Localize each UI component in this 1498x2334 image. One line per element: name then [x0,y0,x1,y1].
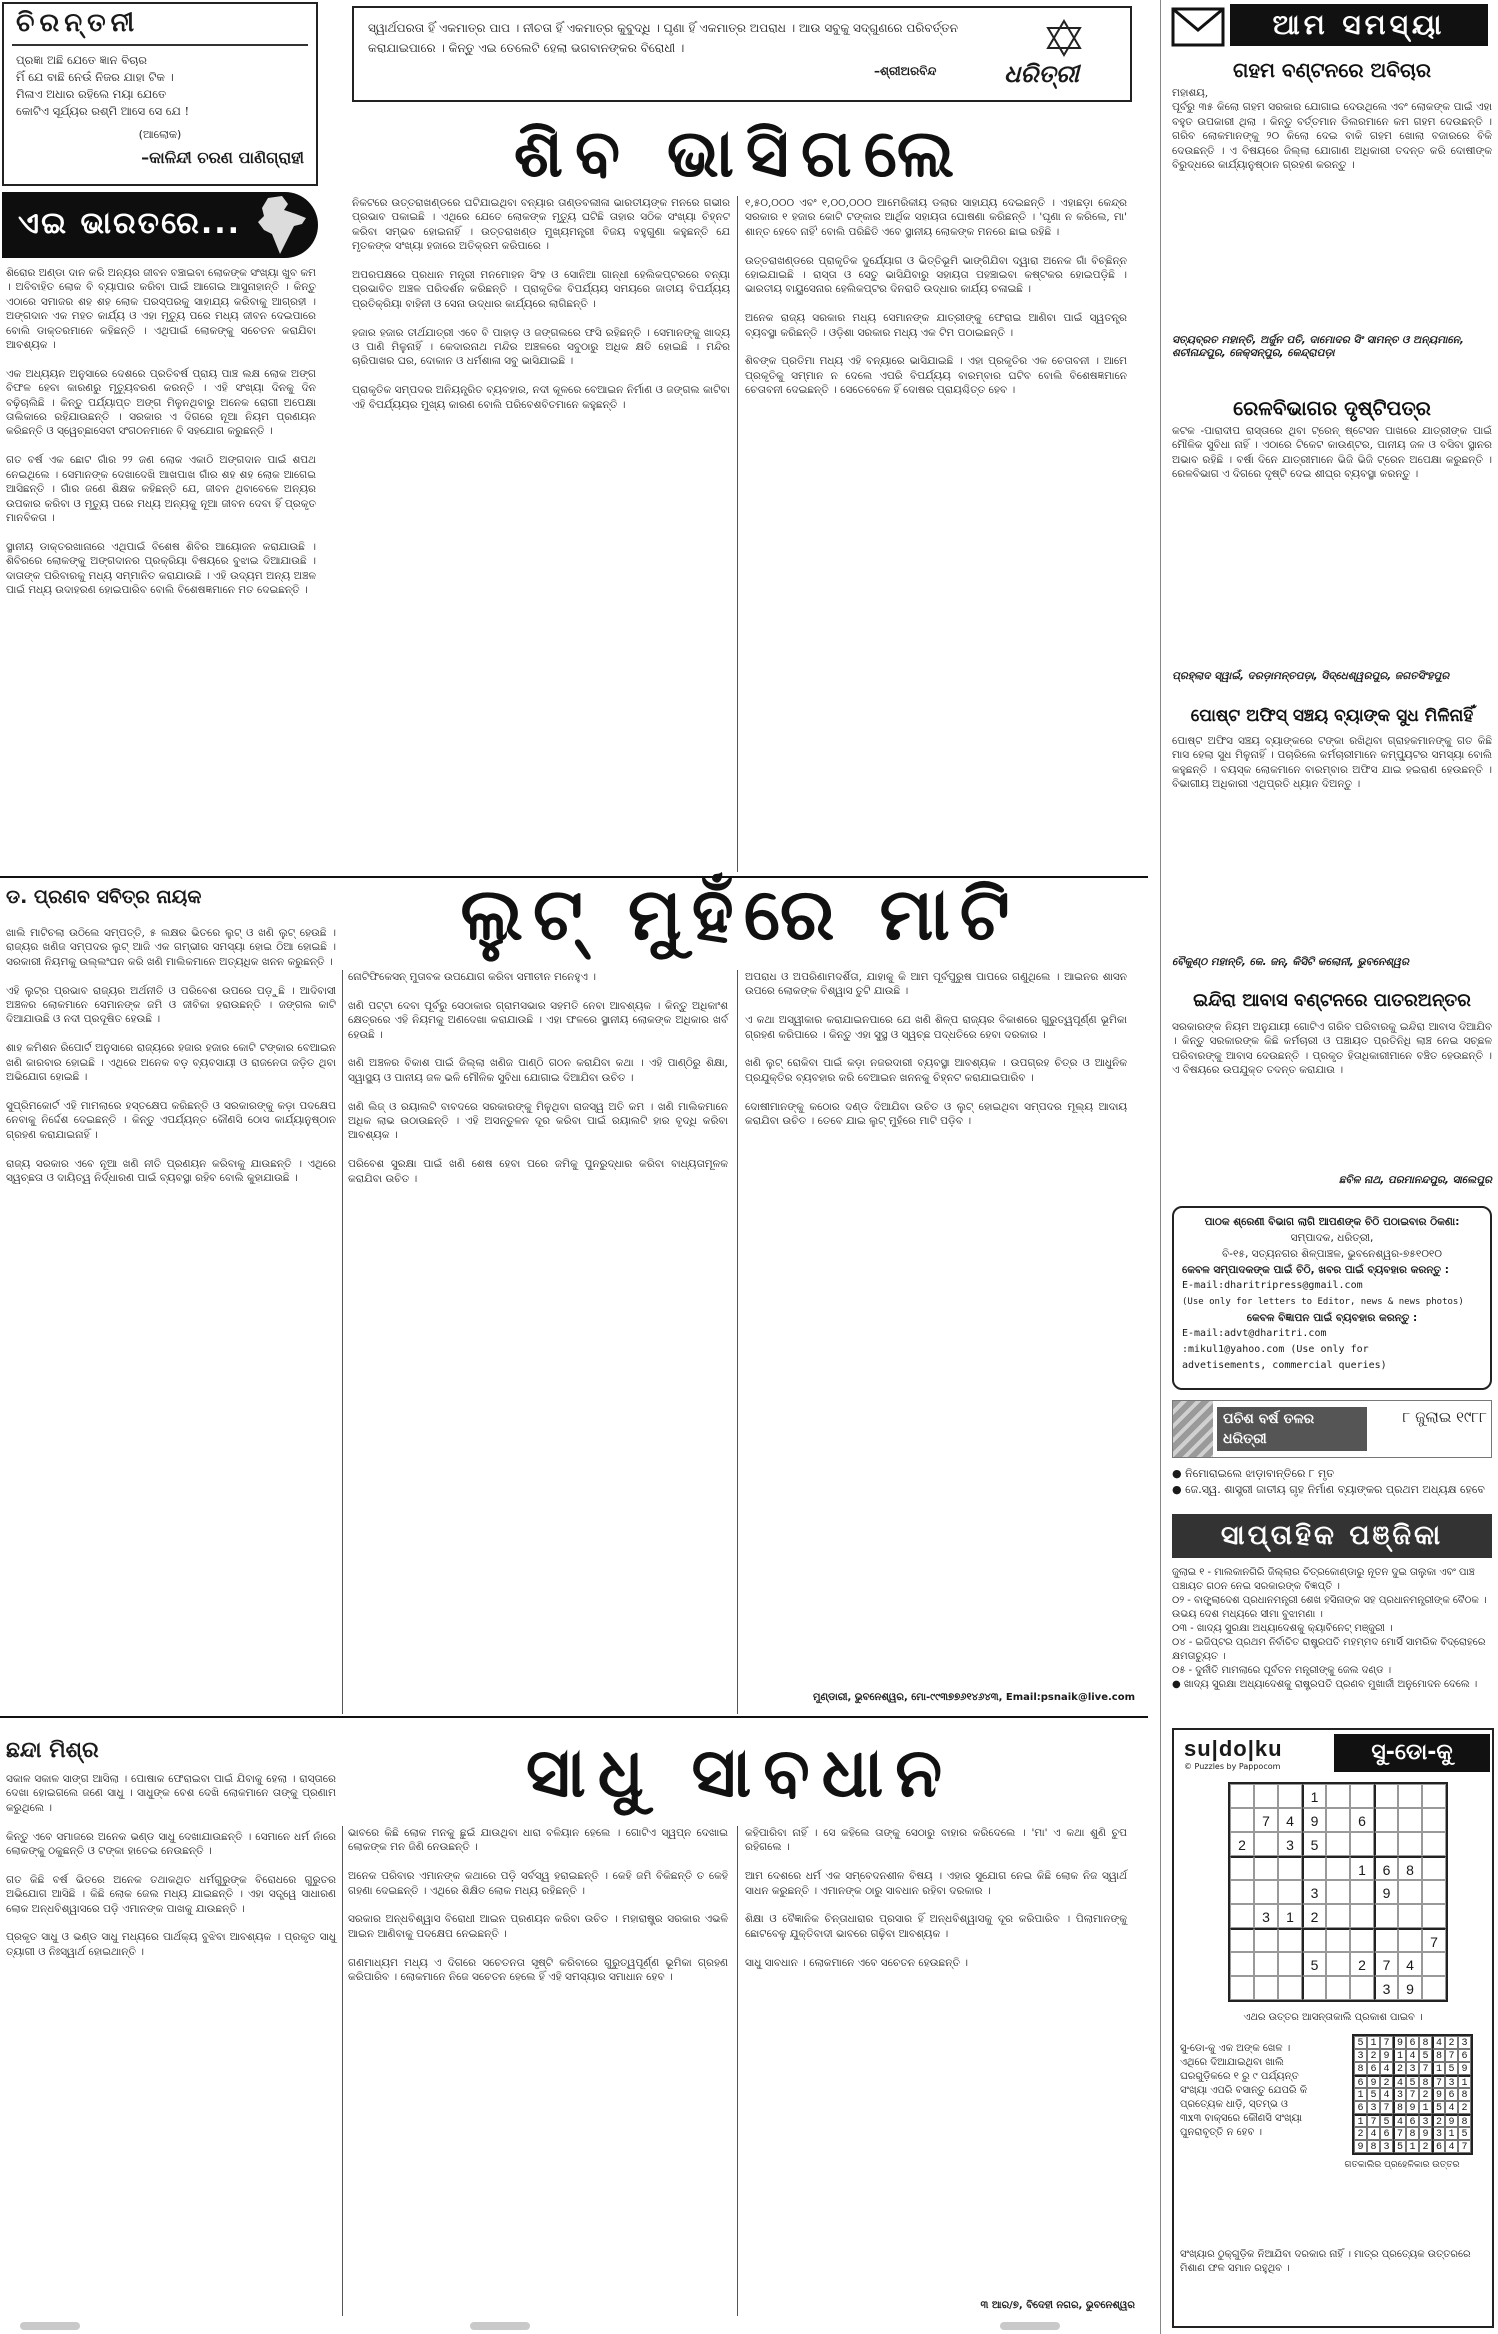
sudoku-solution-cell: 5 [1393,2140,1406,2153]
sudoku-solution-cell: 3 [1367,2101,1380,2114]
loot-col-2: ନୋଟିଫିକେସନ୍ ମୁତାବକ ଉପଯୋଗ କରିବା ସମୀଚୀନ ମନେହୁଏ । ଖଣି ପଟ୍ଟା ଦେବା ପୂର୍ବରୁ ସେଠାକାର ଗ୍ରାମସଭାର ସହମତି ନେବା ଆବଶ୍ୟକ । କିନ୍ତୁ ଅଧିକାଂଶ କ୍ଷେତ୍ରରେ ଏହି ନିୟମକୁ ଅଣଦେଖା କରାଯାଉଛି । ଏହା ଫଳରେ ସ୍ଥାନୀୟ ଲୋକଙ୍କ ଅଧିକାର ଖର୍ବ ହେଉଛି । ଖଣି ଅଞ୍ଚଳର ବିକାଶ ପାଇଁ ଜିଲ୍ଲା ଖଣିଜ ପାଣ୍ଠି ଗଠନ କରାଯିବା କଥା । ଏହି ପାଣ୍ଠିରୁ ଶିକ୍ଷା, ସ୍ୱାସ୍ଥ୍ୟ ଓ ପାନୀୟ ଜଳ ଭଳି ମୌଳିକ ସୁବିଧା ଯୋଗାଇ ଦିଆଯିବା ଉଚିତ । ଖଣି ଲିଜ୍ ଓ ରୟାଲଟି ବାବଦରେ ସରକାରଙ୍କୁ ମିଳୁଥିବା ରାଜସ୍ୱ ଅତି କମ । ଖଣି ମାଲିକମାନେ ଅଧିକ ଲାଭ ଉଠାଉଛନ୍ତି । ଏହି ଅସନ୍ତୁଳନ ଦୂର କରିବା ପାଇଁ ରୟାଲଟି ହାର ବୃଦ୍ଧି କରିବା ଆବଶ୍ୟକ । ପରିବେଶ ସୁରକ୍ଷା ପାଇଁ ଖଣି ଶେଷ ହେବା ପରେ ଜମିକୁ ପୁନରୁଦ୍ଧାର କରିବା ବାଧ୍ୟତାମୂଳକ କରାଯିବା ଉଚିତ । [348,971,728,1185]
sudoku-cell[interactable]: 1 [1350,1856,1374,1880]
sudoku-cell[interactable]: 2 [1350,1952,1374,1976]
sudoku-cell[interactable] [1278,1928,1302,1952]
sudoku-cell[interactable] [1422,1856,1446,1880]
letter-4-title: ଇନ୍ଦିରା ଆବାସ ବଣ୍ଟନରେ ପାତରଅନ୍ତର [1193,990,1471,1011]
sadhu-headline: ସାଧୁ ସାବଧାନ [525,1734,955,1813]
contact-box [1172,1206,1492,1390]
sudoku-solution-cell: 4 [1445,2101,1458,2114]
sudoku-solution-cell: 9 [1367,2075,1380,2088]
sudoku-cell[interactable] [1374,1904,1398,1928]
sudoku-solution-cell: 7 [1367,2114,1380,2127]
sudoku-solution-cell: 5 [1406,2075,1419,2088]
anniversary-list [1172,1466,1492,1498]
sudoku-title: ସୁ-ଡୋ-କୁ [1334,1734,1490,1772]
sudoku-solution-cell: 7 [1393,2127,1406,2140]
right-column-rule [1160,0,1161,2334]
sudoku-solution-cell: 6 [1406,2036,1419,2049]
sudoku-cell[interactable] [1278,1856,1302,1880]
sudoku-solution-cell: 2 [1393,2062,1406,2075]
sudoku-cell[interactable]: 7 [1422,1928,1446,1952]
sudoku-solution-cell: 2 [1419,2088,1432,2101]
sudoku-cell[interactable] [1254,1784,1278,1808]
sudoku-cell[interactable] [1326,1784,1350,1808]
sudoku-solution-cell: 2 [1445,2036,1458,2049]
sudoku-cell[interactable]: 9 [1398,1976,1422,2000]
sudoku-solution-cell: 6 [1432,2140,1445,2153]
sudoku-solution-cell: 5 [1380,2114,1393,2127]
sudoku-cell[interactable] [1230,1952,1254,1976]
sudoku-cell[interactable] [1326,1928,1350,1952]
letter-2-title: ରେଳବିଭାଗର ଦୃଷ୍ଟିପତ୍ର [1233,396,1431,420]
sudoku-cell[interactable] [1398,1832,1422,1856]
sudoku-cell[interactable] [1422,1952,1446,1976]
sudoku-cell[interactable] [1374,1784,1398,1808]
list-item: ୦୨ - ବାଙ୍ଗ୍ଲାଦେଶ ପ୍ରଧାନମନ୍ତ୍ରୀ ଶେଖ ହସିନାଙ୍କ ସହ ପ୍ରଧାନମନ୍ତ୍ରୀଙ୍କ ବୈଠକ । ଉଭୟ ଦେଶ ମଧ୍ୟରେ ସୀମା ବୁଝାମଣା । [1172,1595,1487,1620]
sudoku-cell[interactable] [1230,1880,1254,1904]
sudoku-cell[interactable] [1326,1832,1350,1856]
sudoku-solution-cell: 1 [1432,2062,1445,2075]
sudoku-cell[interactable] [1254,1928,1278,1952]
loot-col-3: ଅପରାଧ ଓ ଅପରିଣାମଦର୍ଶିତା, ଯାହାକୁ କି ଆମ ପୂର୍ବପୁରୁଷ ପାପରେ ଗଣୁଥିଲେ । ଆଇନର ଶାସନ ଉପରେ ଲୋକଙ୍କ ବିଶ୍ୱାସ ତୁଟି ଯାଉଛି । ଏ କଥା ଅସ୍ୱୀକାର କରାଯାଇନପାରେ ଯେ ଖଣି ଶିଳ୍ପ ରାଜ୍ୟର ବିକାଶରେ ଗୁରୁତ୍ୱପୂର୍ଣ୍ଣ ଭୂମିକା ଗ୍ରହଣ କରିପାରେ । କିନ୍ତୁ ଏହା ସୁସ୍ଥ ଓ ସ୍ୱଚ୍ଛ ପଦ୍ଧତିରେ ହେବା ଦରକାର । ଖଣି ଲୁଟ୍ ରୋକିବା ପାଇଁ କଡ଼ା ନଜରଦାରୀ ବ୍ୟବସ୍ଥା ଆବଶ୍ୟକ । ଉପଗ୍ରହ ଚିତ୍ର ଓ ଆଧୁନିକ ପ୍ରଯୁକ୍ତିର ବ୍ୟବହାର କରି ବେଆଇନ ଖନନକୁ ଚିହ୍ନଟ କରାଯାଇପାରିବ । ଦୋଷୀମାନଙ୍କୁ କଠୋର ଦଣ୍ଡ ଦିଆଯିବା ଉଚିତ ଓ ଲୁଟ୍ ହୋଇଥିବା ସମ୍ପଦର ମୂଲ୍ୟ ଆଦାୟ କରାଯିବା ଉଚିତ । ତେବେ ଯାଇ ଲୁଟ୍ ମୁହଁରେ ମାଟି ପଡ଼ିବ । [745,971,1127,1128]
sudoku-cell[interactable] [1422,1808,1446,1832]
sadhu-col-3: କହିପାରିବା ନାହିଁ । ସେ କହିଲେ ତାଙ୍କୁ ସେଠାରୁ ବାହାର କରିଦେଲେ । 'ମା' ଏ କଥା ଶୁଣି ଚୁପ ରହିଗଲେ । ଆମ ଦେଶରେ ଧର୍ମ ଏକ ସମ୍ବେଦନଶୀଳ ବିଷୟ । ଏହାର ସୁଯୋଗ ନେଇ କିଛି ଲୋକ ନିଜ ସ୍ୱାର୍ଥ ସାଧନ କରୁଛନ୍ତି । ଏମାନଙ୍କ ଠାରୁ ସାବଧାନ ରହିବା ଦରକାର । ଶିକ୍ଷା ଓ ବୈଜ୍ଞାନିକ ଚିନ୍ତାଧାରାର ପ୍ରସାର ହିଁ ଅନ୍ଧବିଶ୍ୱାସକୁ ଦୂର କରିପାରିବ । ପିଲାମାନଙ୍କୁ ଛୋଟବେଳୁ ଯୁକ୍ତିବାଦୀ ଭାବରେ ଗଢ଼ିବା ଆବଶ୍ୟକ । ସାଧୁ ସାବଧାନ । ଲୋକମାନେ ଏବେ ସଚେତନ ହେଉଛନ୍ତି । [745,1827,1127,1969]
loot-col-1: ଖାଲି ମାଟିଚଲା ଉଠିଲେ ସମ୍ପତ୍ତି, ୫ ଲକ୍ଷର ଭିତରେ ଲୁଟ୍ ଓ ଖଣି ଲୁଟ୍ ହେଉଛି । ରାଜ୍ୟର ଖଣିଜ ସମ୍ପଦର ଲୁଟ୍ ଆଜି ଏକ ଗମ୍ଭୀର ସମସ୍ୟା ହୋଇ ଠିଆ ହୋଇଛି । ସରକାରୀ ନିୟମକୁ ଉଲ୍ଲଂଘନ କରି ଖଣି ମାଲିକମାନେ ଅତ୍ୟଧିକ ଖନନ କରୁଛନ୍ତି । ଏହି ଲୁଟ୍‌ର ପ୍ରଭାବ ରାଜ୍ୟର ଅର୍ଥନୀତି ଓ ପରିବେଶ ଉପରେ ପଡ଼ୁଛି । ଆଦିବାସୀ ଅଞ୍ଚଳର ଲୋକମାନେ ସେମାନଙ୍କ ଜମି ଓ ଜୀବିକା ହରାଉଛନ୍ତି । ଜଙ୍ଗଲ କାଟି ଦିଆଯାଉଛି ଓ ନଦୀ ପ୍ରଦୂଷିତ ହେଉଛି । ଶାହ କମିଶନ ରିପୋର୍ଟ ଅନୁସାରେ ରାଜ୍ୟରେ ହଜାର ହଜାର କୋଟି ଟଙ୍କାର ବେଆଇନ ଖଣି କାରବାର ହୋଇଛି । ଏଥିରେ ଅନେକ ବଡ଼ ବ୍ୟବସାୟୀ ଓ ରାଜନେତା ଜଡ଼ିତ ଥିବା ଅଭିଯୋଗ ହୋଇଛି । ସୁପ୍ରିମକୋର୍ଟ ଏହି ମାମଲାରେ ହସ୍ତକ୍ଷେପ କରିଛନ୍ତି ଓ ସରକାରଙ୍କୁ କଡ଼ା ପଦକ୍ଷେପ ନେବାକୁ ନିର୍ଦ୍ଦେଶ ଦେଇଛନ୍ତି । କିନ୍ତୁ ଏପର୍ଯ୍ୟନ୍ତ କୌଣସି ଠୋସ କାର୍ଯ୍ୟାନୁଷ୍ଠାନ ଗ୍ରହଣ କରାଯାଇନାହିଁ । ରାଜ୍ୟ ସରକାର ଏବେ ନୂଆ ଖଣି ନୀତି ପ୍ରଣୟନ କରିବାକୁ ଯାଉଛନ୍ତି । ଏଥିରେ ସ୍ୱଚ୍ଛତା ଓ ଦାୟିତ୍ୱ ନିର୍ଦ୍ଧାରଣ ପାଇଁ ବ୍ୟବସ୍ଥା ରହିବ ବୋଲି କୁହାଯାଉଛି । [6,927,336,1184]
sudoku-solution-cell: 4 [1445,2140,1458,2153]
letter-3-signature: ବୈକୁଣ୍ଠ ମହାନ୍ତି, କେ. ଜନ୍, କିସିଟି କଲୋନୀ, ଭୁବନେଶ୍ୱର [1172,956,1409,968]
sudoku-cell[interactable] [1350,1880,1374,1904]
chirantani-box [2,2,318,186]
sudoku-solution-caption: ଗତକାଲିର ପ୍ରହେଳିକାର ଉତ୍ତର [1344,2160,1460,2170]
sudoku-cell[interactable]: 8 [1398,1856,1422,1880]
sudoku-cell[interactable] [1326,1880,1350,1904]
sudoku-solution-cell: 6 [1458,2049,1471,2062]
anniversary-label: ପଚିଶ ବର୍ଷ ତଳର ଧରିତ୍ରୀ [1217,1407,1367,1451]
sudoku-solution-cell: 4 [1393,2075,1406,2088]
chirantani-title: ଚିରନ୍ତନୀ [16,8,140,38]
sudoku-cell[interactable]: 6 [1350,1808,1374,1832]
quote-text: ସ୍ୱାର୍ଥପରତା ହିଁ ଏକମାତ୍ର ପାପ । ନୀଚତା ହିଁ ଏକମାତ୍ର କୁବୁଦ୍ଧି । ଘୃଣା ହିଁ ଏକମାତ୍ର ଅପରାଧ । ଆଉ ସବୁକୁ ସଦ୍‌ଗୁଣରେ ପରିବର୍ତ୍ତନ କରାଯାଇପାରେ । କିନ୍ତୁ ଏଇ ତେଲେଟି ହେଲା ଭଗବାନଙ୍କର ବିରୋଧୀ । [368,21,958,55]
sudoku-cell[interactable] [1422,1784,1446,1808]
sudoku-cell[interactable] [1326,1856,1350,1880]
contact-email[interactable]: E-mail:advt@dharitri.com [1182,1328,1327,1339]
sudoku-box [1172,1728,1494,2328]
sudoku-cell[interactable] [1254,1952,1278,1976]
sudoku-solution-cell: 6 [1380,2127,1393,2140]
sudoku-solution-cell: 3 [1393,2088,1406,2101]
sudoku-solution-cell: 1 [1419,2101,1432,2114]
sudoku-solution-cell: 5 [1458,2127,1471,2140]
sudoku-solution-cell: 1 [1367,2036,1380,2049]
sudoku-solution-cell: 5 [1445,2062,1458,2075]
sudoku-solution-cell: 2 [1380,2075,1393,2088]
sudoku-cell[interactable] [1230,1808,1254,1832]
sudoku-solution-cell: 4 [1380,2088,1393,2101]
sudoku-logo: su|do|ku [1184,1736,1283,1761]
sudoku-cell[interactable] [1254,1832,1278,1856]
contact-line: କେବଳ ବିଜ୍ଞାପନ ପାଇଁ ବ୍ୟବହାର କରନ୍ତୁ : [1246,1312,1418,1324]
section-rule [0,1716,1148,1718]
sudoku-solution-cell: 1 [1406,2140,1419,2153]
sudoku-solution-cell: 2 [1432,2114,1445,2127]
sudoku-cell[interactable] [1230,1928,1254,1952]
letter-3-text: ପୋଷ୍ଟ ଅଫିସ ସଞ୍ଚୟ ବ୍ୟାଙ୍କରେ ଟଙ୍କା ରଖିଥିବା ଗ୍ରାହକମାନଙ୍କୁ ଗତ କିଛି ମାସ ହେଲା ସୁଧ ମିଳୁନାହିଁ । ପଚାରିଲେ କର୍ମଚାରୀମାନେ କମ୍ପ୍ୟୁଟର ସମସ୍ୟା ବୋଲି କହୁଛନ୍ତି । ବୟସ୍କ ଲୋକମାନେ ବାରମ୍ବାର ଅଫିସ ଯାଇ ହଇରାଣ ହେଉଛନ୍ତି । ବିଭାଗୀୟ ଅଧିକାରୀ ଏଥିପ୍ରତି ଧ୍ୟାନ ଦିଅନ୍ତୁ । [1172,735,1496,791]
sudoku-solution-cell: 8 [1367,2140,1380,2153]
sudoku-solution-cell: 7 [1406,2088,1419,2101]
sudoku-cell[interactable] [1422,1976,1446,2000]
contact-line: କେବଳ ସମ୍ପାଦକଙ୍କ ପାଇଁ ଚିଠି, ଖବର ପାଇଁ ବ୍ୟବହାର କରନ୍ତୁ : [1182,1264,1449,1276]
sudoku-cell[interactable] [1398,1928,1422,1952]
sudoku-solution-cell: 9 [1393,2036,1406,2049]
envelope-icon [1172,8,1224,46]
sudoku-solution-cell: 4 [1406,2049,1419,2062]
scrollbar-thumb[interactable] [1000,2322,1060,2330]
sudoku-solution-cell: 3 [1432,2127,1445,2140]
sudoku-grid [1228,1782,1448,2002]
sudoku-solution-cell: 8 [1458,2114,1471,2127]
sudoku-cell[interactable]: 3 [1278,1832,1302,1856]
sudoku-solution-cell: 6 [1354,2101,1367,2114]
list-item: ୦୪ - ଇଜିପ୍ଟର ପ୍ରଥମ ନିର୍ବାଚିତ ରାଷ୍ଟ୍ରପତି ମହମ୍ମଦ ମୋର୍ସି ସାମରିକ ବିଦ୍ରୋହରେ କ୍ଷମତାଚ୍ୟୁତ । [1172,1637,1486,1662]
sudoku-cell[interactable] [1422,1904,1446,1928]
sudoku-cell[interactable]: 4 [1398,1952,1422,1976]
sudoku-solution-cell: 2 [1367,2049,1380,2062]
sudoku-solution-cell: 3 [1419,2114,1432,2127]
sudoku-solution-cell: 7 [1380,2101,1393,2114]
sudoku-cell[interactable] [1350,1832,1374,1856]
list-item: ● ଖାଦ୍ୟ ସୁରକ୍ଷା ଅଧ୍ୟାଦେଶକୁ ରାଷ୍ଟ୍ରପତି ପ୍ରଣବ ମୁଖାର୍ଜୀ ଅନୁମୋଦନ ଦେଲେ । [1172,1679,1478,1690]
sudoku-cell[interactable] [1230,1856,1254,1880]
sadhu-col-1: ସକାଳ ସକାଳ ସାଙ୍ଗ ଆସିଲା । ପୋଷାକ ଫେରାଇବା ପାଇଁ ଯିବାକୁ ହେଲା । ରାସ୍ତାରେ ଦେଖା ହୋଇଗଲେ ଜଣେ ସାଧୁ । ସାଧୁଙ୍କ ବେଶ ଦେଖି ଲୋକମାନେ ତାଙ୍କୁ ପ୍ରଣାମ କରୁଥିଲେ । କିନ୍ତୁ ଏବେ ସମାଜରେ ଅନେକ ଭଣ୍ଡ ସାଧୁ ଦେଖାଯାଉଛନ୍ତି । ସେମାନେ ଧର୍ମ ନାଁରେ ଲୋକଙ୍କୁ ଠକୁଛନ୍ତି ଓ ଟଙ୍କା ହାତେଇ ନେଉଛନ୍ତି । ଗତ କିଛି ବର୍ଷ ଭିତରେ ଅନେକ ତଥାକଥିତ ଧର୍ମଗୁରୁଙ୍କ ବିରୋଧରେ ଗୁରୁତର ଅଭିଯୋଗ ଆସିଛି । କିଛି ଲୋକ ଜେଲ ମଧ୍ୟ ଯାଇଛନ୍ତି । ଏହା ସତ୍ତ୍ୱେ ସାଧାରଣ ଲୋକ ଅନ୍ଧବିଶ୍ୱାସରେ ପଡ଼ି ଏମାନଙ୍କ ପାଖକୁ ଯାଉଛନ୍ତି । ପ୍ରକୃତ ସାଧୁ ଓ ଭଣ୍ଡ ସାଧୁ ମଧ୍ୟରେ ପାର୍ଥକ୍ୟ ବୁଝିବା ଆବଶ୍ୟକ । ପ୍ରକୃତ ସାଧୁ ତ୍ୟାଗୀ ଓ ନିଃସ୍ୱାର୍ଥ ହୋଇଥାନ୍ତି । [6,1773,336,1958]
sudoku-cell[interactable] [1350,1928,1374,1952]
sudoku-cell[interactable]: 9 [1374,1880,1398,1904]
list-item: ● ଜେ.ସ୍ୱ. ଶାସ୍ତ୍ରୀ ଜାତୀୟ ଗୃହ ନିର୍ମାଣ ବ୍ୟାଙ୍କର ପ୍ରଥମ ଅଧ୍ୟକ୍ଷ ହେବେ [1172,1483,1485,1496]
keyboard-graphic [1173,1401,1213,1457]
sudoku-solution-cell: 9 [1406,2101,1419,2114]
sudoku-cell[interactable] [1422,1832,1446,1856]
sudoku-cell[interactable] [1254,1856,1278,1880]
quote-box [352,6,1132,102]
sudoku-solution-cell: 8 [1458,2088,1471,2101]
sudoku-instructions: ସୁ-ଡୋ-କୁ ଏକ ଅଙ୍କ ଖେଳ । ଏଥିରେ ଦିଆଯାଇଥିବା ଖାଲି ଘରଗୁଡ଼ିକରେ ୧ ରୁ ୯ ପର୍ଯ୍ୟନ୍ତ ସଂଖ୍ୟା ଏପରି ବସାନ୍ତୁ ଯେପରି କି ପ୍ରତ୍ୟେକ ଧାଡ଼ି, ସ୍ତମ୍ଭ ଓ ୩x୩ ବାକ୍ସରେ କୌଣସି ସଂଖ୍ୟା ପୁନରାବୃତ୍ତି ନ ହେବ । [1180,2043,1308,2138]
saptahika-panjika-list [1172,1566,1492,1716]
scrollbar-thumb[interactable] [20,2322,80,2330]
sudoku-cell[interactable]: 2 [1302,1904,1326,1928]
sudoku-solution-cell: 8 [1419,2075,1432,2088]
sudoku-solution-cell: 6 [1445,2088,1458,2101]
sudoku-cell[interactable] [1278,1976,1302,2000]
sudoku-cell[interactable] [1374,1928,1398,1952]
shiva-col-2: ୧,୫୦,୦୦୦ ଏବଂ ୧,୦୦,୦୦୦ ଆମେରିକୀୟ ଡଲାର ସାହାଯ୍ୟ ଦେଇଛନ୍ତି । ଏହାଛଡ଼ା କେନ୍ଦ୍ର ସରକାର ୧ ହଜାର କୋଟି ଟଙ୍କାର ଆର୍ଥିକ ସହାୟତା ଘୋଷଣା କରିଛନ୍ତି । 'ଘୃଣା ନ କରିଲେ, ମା' ଶାନ୍ତ ହେବେ ନାହିଁ' ବୋଲି ପରିଛିତି ଏବେ ସ୍ଥାନୀୟ ଲୋକଙ୍କ ମନରେ ଛାଇ ରହିଛି । ଉତ୍ତରାଖଣ୍ଡରେ ପ୍ରାକୃତିକ ଦୁର୍ଯ୍ୟୋଗ ଓ ଭିତ୍ତିଭୂମି ଭାଙ୍ଗିଯିବା ଦ୍ୱାରା ଅନେକ ଗାଁ ବିଚ୍ଛିନ୍ନ ହୋଇଯାଇଛି । ରାସ୍ତା ଓ ସେତୁ ଭାସିଯିବାରୁ ସହାୟତା ପହଞ୍ଚାଇବା କଷ୍ଟକର ହୋଇପଡ଼ିଛି । ଭାରତୀୟ ବାୟୁସେନାର ହେଲିକପ୍ଟର ଦିନରାତି ଉଦ୍ଧାର କାର୍ଯ୍ୟ ଚଳାଇଛି । ଅନେକ ରାଜ୍ୟ ସରକାର ମଧ୍ୟ ସେମାନଙ୍କ ଯାତ୍ରୀଙ୍କୁ ଫେରାଇ ଆଣିବା ପାଇଁ ସ୍ୱତନ୍ତ୍ର ବ୍ୟବସ୍ଥା କରିଛନ୍ତି । ଓଡ଼ିଶା ସରକାର ମଧ୍ୟ ଏକ ଟିମ ପଠାଇଛନ୍ତି । ଶିବଙ୍କ ପ୍ରତିମା ମଧ୍ୟ ଏହି ବନ୍ୟାରେ ଭାସିଯାଇଛି । ଏହା ପ୍ରକୃତିର ଏକ ଚେତାବନୀ । ଆମେ ପ୍ରକୃତିକୁ ସମ୍ମାନ ନ ଦେଲେ ଏପରି ବିପର୍ଯ୍ୟୟ ବାରମ୍ବାର ଘଟିବ ବୋଲି ବିଶେଷଜ୍ଞମାନେ ଚେତାବନୀ ଦେଇଛନ୍ତି । ସେତେବେଳେ ହିଁ ଦୋଷର ପ୍ରାୟଶ୍ଚିତ୍ତ ହେବ । [745,197,1127,397]
chirantani-source: (ଆଲୋକ) [138,128,182,141]
sudoku-footer: ସଂଖ୍ୟାର ଠୁକ୍‌ଗୁଡ଼ିକ ନିଆଯିବା ଦରକାର ନାହିଁ । ମାତ୍ର ପ୍ରତ୍ୟେକ ଉତ୍ତରରେ ମିଶାଣ ଫଳ ସମାନ ରହୁଥିବ । [1180,2249,1471,2274]
sudoku-solution-cell: 9 [1354,2140,1367,2153]
sudoku-solution-cell: 3 [1406,2062,1419,2075]
column-rule [737,970,738,1714]
sudoku-cell[interactable] [1302,1976,1326,2000]
sudoku-cell[interactable]: 5 [1302,1832,1326,1856]
sudoku-solution-cell: 8 [1432,2049,1445,2062]
sudoku-cell[interactable] [1398,1784,1422,1808]
sudoku-solution-cell: 3 [1354,2049,1367,2062]
ei-bharatare-label: ଏଇ ଭାରତରେ... [18,206,242,241]
sudoku-solution-cell: 6 [1406,2114,1419,2127]
sudoku-solution-cell: 6 [1354,2075,1367,2088]
ama-samasya-header [1172,4,1492,50]
sudoku-solution-cell: 9 [1419,2127,1432,2140]
sudoku-solution-cell: 1 [1393,2049,1406,2062]
sudoku-solution-cell: 9 [1445,2114,1458,2127]
sudoku-cell[interactable] [1254,1880,1278,1904]
sudoku-solution-cell: 7 [1432,2075,1445,2088]
sudoku-solution-cell: 6 [1367,2062,1380,2075]
sudoku-cell[interactable] [1302,1928,1326,1952]
sudoku-cell[interactable] [1254,1976,1278,2000]
loot-headline: ଲୁଟ୍ ମୁହଁରେ ମାଟି [460,872,1020,956]
shiva-headline: ଶିବ ଭାସିଗଲେ [513,115,967,192]
list-item: ୦୫ - ଦୁର୍ନୀତି ମାମଲାରେ ପୂର୍ବତନ ମନ୍ତ୍ରୀଙ୍କୁ ଜେଲ ଦଣ୍ଡ । [1172,1665,1392,1676]
sudoku-cell[interactable] [1326,1808,1350,1832]
contact-email[interactable]: :mikul1@yahoo.com (Use only for [1182,1344,1369,1355]
sudoku-cell[interactable] [1350,1784,1374,1808]
ama-samasya-label: ଆମ ସମସ୍ୟା [1230,4,1488,46]
sudoku-solution-cell: 9 [1432,2088,1445,2101]
letter-2-text: କଟକ -ପାରାଦୀପ ରାସ୍ତାରେ ଥିବା ଟ୍ରେନ୍ ଷ୍ଟେସନ ପାଖରେ ଯାତ୍ରୀଙ୍କ ପାଇଁ ମୌଳିକ ସୁବିଧା ନାହିଁ । ଏଠାରେ ଟିକେଟ କାଉଣ୍ଟର, ପାନୀୟ ଜଳ ଓ ବସିବା ସ୍ଥାନର ଅଭାବ ରହିଛି । ବର୍ଷା ଦିନେ ଯାତ୍ରୀମାନେ ଭିଜି ଭିଜି ଟ୍ରେନ ଅପେକ୍ଷା କରୁଛନ୍ତି । ରେଳବିଭାଗ ଏ ଦିଗରେ ଦୃଷ୍ଟି ଦେଇ ଶୀଘ୍ର ବ୍ୟବସ୍ଥା କରନ୍ତୁ । [1172,425,1496,481]
sudoku-solution-cell: 1 [1458,2075,1471,2088]
contact-line: advetisements, commercial queries) [1182,1360,1387,1371]
sudoku-cell[interactable]: 7 [1374,1952,1398,1976]
sudoku-cell[interactable] [1422,1880,1446,1904]
sudoku-solution-cell: 1 [1445,2127,1458,2140]
sadhu-footer: ୩ ଆର/୭, ବିଦେହୀ ନଗର, ଭୁବନେଶ୍ୱର [980,2300,1135,2311]
letter-4-signature: ଛବିଳ ନାଥ, ପରମାନନ୍ଦପୁର, ସାଲେପୁର [1338,1174,1492,1186]
sudoku-logo-sub: © Puzzles by Pappocom [1184,1762,1281,1771]
sudoku-solution-cell: 5 [1367,2088,1380,2101]
sudoku-solution-cell: 4 [1393,2114,1406,2127]
anniversary-banner [1172,1400,1492,1458]
sudoku-cell[interactable] [1230,1784,1254,1808]
sudoku-solution-cell: 4 [1432,2036,1445,2049]
saptahika-panjika-header: ସାପ୍ତାହିକ ପଞ୍ଜିକା [1172,1514,1492,1558]
sudoku-cell[interactable]: 6 [1374,1856,1398,1880]
column-rule [737,196,738,872]
sudoku-cell[interactable] [1374,1808,1398,1832]
sudoku-solution-cell: 5 [1432,2101,1445,2114]
letter-2-signature: ପ୍ରହ୍ଲାଦ ସ୍ୱାଇଁ, ଦରଡ଼ାମନ୍ତପଡ଼ା, ସିଦ୍ଧେଶ୍ୱରପୁର, ଜଗତସିଂହପୁର [1172,670,1450,682]
sudoku-solution-cell: 7 [1380,2036,1393,2049]
scrollbar-thumb[interactable] [470,2322,530,2330]
letter-1-title: ଗହମ ବଣ୍ଟନରେ ଅବିଚାର [1232,58,1431,82]
sudoku-solution-cell: 4 [1380,2062,1393,2075]
anniversary-date: ୮ ଜୁଲାଇ ୧୯୮୮ [1402,1408,1487,1426]
sudoku-cell[interactable]: 5 [1302,1952,1326,1976]
contact-line: ବି-୧୫, ସତ୍ୟନଗର ଶିଳ୍ପାଞ୍ଚଳ, ଭୁବନେଶ୍ୱର-୭୫୧୦୧୦ [1222,1248,1442,1260]
sadhu-author: ଛନ୍ଦା ମିଶ୍ର [6,1738,99,1763]
column-rule [342,1826,343,2316]
sudoku-solution-cell: 3 [1380,2140,1393,2153]
ei-bharatare-text: ଶିରୋର ଅଣ୍ଡା ଦାନ କରି ଅନ୍ୟର ଜୀବନ ବଞ୍ଚାଇବା ଲୋକଙ୍କ ସଂଖ୍ୟା ଖୁବ କମ । ଅବିବାହିତ ଲୋକ ବି ବ୍ୟାପାର କରିବା ପାଇଁ ଆଗେଇ ଆସୁନାହାନ୍ତି । କିନ୍ତୁ ଏଠାରେ ସମାଜର ଶହ ଶହ ଲୋକ ପରସ୍ପରକୁ ସାହାଯ୍ୟ କରିବାକୁ ଆଗ୍ରହୀ । ଅଙ୍ଗଦାନ ଏକ ମହତ କାର୍ଯ୍ୟ ଓ ଏହା ମୃତ୍ୟୁ ପରେ ମଧ୍ୟ ଜୀବନ ଦେଇପାରେ ବୋଲି ଡାକ୍ତରମାନେ କହିଛନ୍ତି । ଏଥିପାଇଁ ଲୋକଙ୍କୁ ସଚେତନ କରାଯିବା ଆବଶ୍ୟକ । ଏକ ଅଧ୍ୟୟନ ଅନୁସାରେ ଦେଶରେ ପ୍ରତିବର୍ଷ ପ୍ରାୟ ପାଞ୍ଚ ଲକ୍ଷ ଲୋକ ଅଙ୍ଗ ବିଫଳ ହେବା କାରଣରୁ ମୃତ୍ୟୁବରଣ କରନ୍ତି । ଏହି ସଂଖ୍ୟା ଦିନକୁ ଦିନ ବଢ଼ିଚାଲିଛି । କିନ୍ତୁ ପର୍ଯ୍ୟାପ୍ତ ଅଙ୍ଗ ମିଳୁନଥିବାରୁ ଅନେକ ରୋଗୀ ଅପେକ୍ଷା ତାଲିକାରେ ରହିଯାଉଛନ୍ତି । ସରକାର ଏ ଦିଗରେ ନୂଆ ନିୟମ ପ୍ରଣୟନ କରିଛନ୍ତି ଓ ସ୍ୱେଚ୍ଛାସେବୀ ସଂଗଠନମାନେ ବି ସହଯୋଗ କରୁଛନ୍ତି । ଗତ ବର୍ଷ ଏକ ଛୋଟ ଗାଁର ୨୨ ଜଣ ଲୋକ ଏକାଠି ଅଙ୍ଗଦାନ ପାଇଁ ଶପଥ ନେଇଥିଲେ । ସେମାନଙ୍କ ଦେଖାଦେଖି ଆଖପାଖ ଗାଁର ଶହ ଶହ ଲୋକ ଆଗେଇ ଆସିଛନ୍ତି । ଗାଁର ଜଣେ ଶିକ୍ଷକ କହିଛନ୍ତି ଯେ, ଜୀବନ ଥିବାବେଳେ ଅନ୍ୟର ଉପକାର କରିବା ଓ ମୃତ୍ୟୁ ପରେ ମଧ୍ୟ ଅନ୍ୟକୁ ନୂଆ ଜୀବନ ଦେବା ହିଁ ପ୍ରକୃତ ମାନବିକତା । ସ୍ଥାନୀୟ ଡାକ୍ତରଖାନାରେ ଏଥିପାଇଁ ବିଶେଷ ଶିବିର ଆୟୋଜନ କରାଯାଉଛି । ଶିବିରରେ ଲୋକଙ୍କୁ ଅଙ୍ଗଦାନର ପ୍ରକ୍ରିୟା ବିଷୟରେ ବୁଝାଇ ଦିଆଯାଉଛି । ଦାତାଙ୍କ ପରିବାରକୁ ମଧ୍ୟ ସମ୍ମାନିତ କରାଯାଉଛି । ଏହି ଉଦ୍ୟମ ଅନ୍ୟ ଅଞ୍ଚଳ ପାଇଁ ମଧ୍ୟ ଉଦାହରଣ ହୋଇପାରିବ ବୋଲି ବିଶେଷଜ୍ଞମାନେ ମତ ଦେଇଛନ୍ତି । [6,267,316,596]
sudoku-cell[interactable]: 9 [1302,1808,1326,1832]
sudoku-solution-cell: 9 [1380,2049,1393,2062]
sudoku-solution-cell: 5 [1354,2036,1367,2049]
sudoku-solution-cell: 7 [1458,2140,1471,2153]
letter-1-signature: ସତ୍ୟବ୍ରତ ମହାନ୍ତି, ଅର୍ଜୁନ ପତି, ଦାମୋଦର ସିଂ ସାମନ୍ତ ଓ ଅନ୍ୟମାନେ, ଶଚୀନାନ୍ଦପୁର, ଜେକ୍‌ସନ୍‌ପୁର, କେନ୍ଦ୍ରାପଡ଼ା [1172,334,1464,359]
sudoku-cell[interactable]: 3 [1302,1880,1326,1904]
column-rule [737,1826,738,2316]
sudoku-solution-cell: 8 [1354,2062,1367,2075]
loot-footer: ମୁଣ୍ଡାରୀ, ଭୁବନେଶ୍ୱର, ମୋ-୯୯୩୭୭୬୧୪୬୪୩, Email:psnaik@live.com [813,1692,1135,1703]
list-item: ଜୁଲାଇ ୧ - ମାଲକାନଗିରି ଜିଲ୍ଲାର ଚିତ୍ରକୋଣ୍ଡାରୁ ନୂତନ ଦୁଇ ତାଲୁକା ଏବଂ ପାଞ୍ଚ ପଞ୍ଚାୟତ ଗଠନ ନେଇ ସରକାରଙ୍କ ବିଜ୍ଞପ୍ତି । [1172,1567,1475,1592]
sudoku-cell[interactable] [1374,1832,1398,1856]
sudoku-solution-cell: 1 [1354,2114,1367,2127]
shiva-col-1: ନିକଟରେ ଉତ୍ତରାଖଣ୍ଡରେ ଘଟିଯାଇଥିବା ବନ୍ୟାର ତାଣ୍ଡବଲୀଳା ଭାରତୀୟଙ୍କ ମନରେ ଗଭୀର ପ୍ରଭାବ ପକାଇଛି । ଏଥିରେ ଯେତେ ଲୋକଙ୍କ ମୃତ୍ୟୁ ଘଟିଛି ତାହାର ସଠିକ ସଂଖ୍ୟା ଚିହ୍ନଟ କରିବା ସମ୍ଭବ ହୋଇନାହିଁ । ଉତ୍ତରାଖଣ୍ଡ ମୁଖ୍ୟମନ୍ତ୍ରୀ ବିଜୟ ବହୁଗୁଣା କହୁଛନ୍ତି ଯେ ମୃତକଙ୍କ ସଂଖ୍ୟା ହଜାରେ ଅତିକ୍ରମ କରିପାରେ । ଅପରପକ୍ଷରେ ପ୍ରଧାନ ମନ୍ତ୍ରୀ ମନମୋହନ ସିଂହ ଓ ସୋନିଆ ଗାନ୍ଧୀ ହେଲିକପ୍ଟରରେ ବନ୍ୟା ପ୍ରଭାବିତ ଅଞ୍ଚଳ ପରିଦର୍ଶନ କରିଛନ୍ତି । ପ୍ରାକୃତିକ ବିପର୍ଯ୍ୟୟ ସମୟରେ ଜାତୀୟ ବିପର୍ଯ୍ୟୟ ପ୍ରତିକ୍ରିୟା ବାହିନୀ ଓ ସେନା ଉଦ୍ଧାର କାର୍ଯ୍ୟରେ ଲାଗିଛନ୍ତି । ହଜାର ହଜାର ତୀର୍ଥଯାତ୍ରୀ ଏବେ ବି ପାହାଡ଼ ଓ ଜଙ୍ଗଲରେ ଫସି ରହିଛନ୍ତି । ସେମାନଙ୍କୁ ଖାଦ୍ୟ ଓ ପାଣି ମିଳୁନାହିଁ । କେଦାରନାଥ ମନ୍ଦିର ଅଞ୍ଚଳରେ ସବୁଠାରୁ ଅଧିକ କ୍ଷତି ହୋଇଛି । ମନ୍ଦିର ଚାରିପାଖର ଘର, ଦୋକାନ ଓ ଧର୍ମଶାଳା ସବୁ ଭାସିଯାଇଛି । ପ୍ରାକୃତିକ ସମ୍ପଦର ଅନିୟନ୍ତ୍ରିତ ବ୍ୟବହାର, ନଦୀ କୂଳରେ ବେଆଇନ ନିର୍ମାଣ ଓ ଜଙ୍ଗଲ କାଟିବା ଏହି ବିପର୍ଯ୍ୟୟର ମୁଖ୍ୟ କାରଣ ବୋଲି ପରିବେଶବିତମାନେ କହୁଛନ୍ତି । [352,197,730,411]
sudoku-cell[interactable] [1326,1976,1350,2000]
sudoku-solution-cell: 8 [1406,2127,1419,2140]
sudoku-cell[interactable] [1398,1880,1422,1904]
ei-bharatare-banner [2,192,318,258]
list-item: ୦୩ - ଖାଦ୍ୟ ସୁରକ୍ଷା ଅଧ୍ୟାଦେଶକୁ କ୍ୟାବିନେଟ୍ ମଞ୍ଜୁରୀ । [1172,1623,1393,1634]
sadhu-col-2: ଭାବରେ କିଛି ଲୋକ ମନକୁ ଛୁଇଁ ଯାଉଥିବା ଧାରା ବଳିୟାନ ହେଲେ । ଗୋଟିଏ ସ୍ୱପ୍ନ ଦେଖାଇ ଲୋକଙ୍କ ମନ ଜିଣି ନେଉଛନ୍ତି । ଅନେକ ପରିବାର ଏମାନଙ୍କ କଥାରେ ପଡ଼ି ସର୍ବସ୍ୱ ହରାଇଛନ୍ତି । କେହି ଜମି ବିକିଛନ୍ତି ତ କେହି ଗହଣା ଦେଇଛନ୍ତି । ଏଥିରେ ଶିକ୍ଷିତ ଲୋକ ମଧ୍ୟ ରହିଛନ୍ତି । ସରକାର ଅନ୍ଧବିଶ୍ୱାସ ବିରୋଧୀ ଆଇନ ପ୍ରଣୟନ କରିବା ଉଚିତ । ମହାରାଷ୍ଟ୍ର ସରକାର ଏଭଳି ଆଇନ ଆଣିବାକୁ ପଦକ୍ଷେପ ନେଇଛନ୍ତି । ଗଣମାଧ୍ୟମ ମଧ୍ୟ ଏ ଦିଗରେ ସଚେତନତା ସୃଷ୍ଟି କରିବାରେ ଗୁରୁତ୍ୱପୂର୍ଣ୍ଣ ଭୂମିକା ଗ୍ରହଣ କରିପାରିବ । ଲୋକମାନେ ନିଜେ ସଚେତନ ହେଲେ ହିଁ ଏହି ସମସ୍ୟାର ସମାଧାନ ହେବ । [348,1827,728,1984]
sudoku-cell[interactable]: 3 [1374,1976,1398,2000]
star-of-david-icon [1044,18,1084,58]
chirantani-author: –କାଳିନ୍ଦୀ ଚରଣ ପାଣିଗ୍ରାହୀ [141,148,304,167]
sudoku-solution-cell: 7 [1445,2049,1458,2062]
contact-line: ପାଠକ ଶ୍ରେଣୀ ବିଭାଗ ଲାଗି ଆପଣଙ୍କ ଚିଠି ପଠାଇବାର ଠିକଣା: [1204,1216,1460,1228]
sudoku-cell[interactable]: 4 [1278,1808,1302,1832]
sudoku-cell[interactable]: 1 [1302,1784,1326,1808]
sudoku-solution-cell: 2 [1354,2127,1367,2140]
sudoku-solution-cell: 4 [1367,2127,1380,2140]
sudoku-cell[interactable] [1278,1784,1302,1808]
column-rule [342,970,343,1714]
list-item: ● ନିମୋରାଇଲେ ଝାଡ଼ାବାନ୍ତିରେ ୮ ମୃତ [1172,1467,1335,1480]
sudoku-cell[interactable] [1230,1976,1254,2000]
quote-author: –ଶ୍ରୀଅରବିନ୍ଦ [874,64,937,78]
sudoku-cell[interactable] [1278,1880,1302,1904]
divider [12,44,308,46]
sudoku-cell[interactable]: 2 [1230,1832,1254,1856]
sudoku-cell[interactable]: 1 [1278,1904,1302,1928]
sudoku-cell[interactable] [1326,1952,1350,1976]
sudoku-solution-cell: 2 [1458,2101,1471,2114]
dharitri-logo: ଧରିତ୍ରୀ [1004,60,1079,88]
letter-4-text: ସରକାରଙ୍କ ନିୟମ ଅନୁଯାୟୀ ଗୋଟିଏ ଗରିବ ପରିବାରକୁ ଇନ୍ଦିରା ଆବାସ ଦିଆଯିବ । କିନ୍ତୁ ସରକାରଙ୍କ କିଛି କର୍ମଚାରୀ ଓ ପଞ୍ଚାୟତ ପ୍ରତିନିଧି ଲାଞ୍ଚ ନେଇ ସଚ୍ଛଳ ପରିବାରଙ୍କୁ ଆବାସ ଦେଉଛନ୍ତି । ପ୍ରକୃତ ହିତାଧିକାରୀମାନେ ବଞ୍ଚିତ ହେଉଛନ୍ତି । ଏ ବିଷୟରେ ଉପଯୁକ୍ତ ତଦନ୍ତ କରାଯାଉ । [1172,1021,1496,1077]
sudoku-solution-cell: 1 [1354,2088,1367,2101]
sudoku-cell[interactable]: 7 [1254,1808,1278,1832]
sudoku-cell[interactable] [1350,1976,1374,2000]
sudoku-cell[interactable] [1278,1952,1302,1976]
loot-author: ଡ. ପ୍ରଣବ ସବିତ୍ର ନାୟକ [6,886,202,908]
sudoku-solution-cell: 9 [1458,2062,1471,2075]
sudoku-cell[interactable] [1230,1904,1254,1928]
sudoku-solution-cell: 2 [1419,2140,1432,2153]
letter-1-text: ମହାଶୟ, ପୂର୍ବରୁ ୩୫ କିଲୋ ଗହମ ସରକାର ଯୋଗାଇ ଦେଉଥିଲେ ଏବଂ ଲୋକଙ୍କ ପାଇଁ ଏହା ବହୁତ ଉପକାରୀ ଥିଲା । କିନ୍ତୁ ବର୍ତ୍ତମାନ ଡିଲରମାନେ କମ ଗହମ ଦେଉଛନ୍ତି । ଗରିବ ଲୋକମାନଙ୍କୁ ୨୦ କିଲୋ ଦେଇ ବାକି ଗହମ ଖୋଲା ବଜାରରେ ବିକି ଦେଉଛନ୍ତି । ଏ ବିଷୟରେ ଜିଲ୍ଲା ଯୋଗାଣ ଅଧିକାରୀ ତଦନ୍ତ କରି ଦୋଷୀଙ୍କ ବିରୁଦ୍ଧରେ କାର୍ଯ୍ୟାନୁଷ୍ଠାନ ଗ୍ରହଣ କରନ୍ତୁ । [1172,87,1492,172]
contact-line: (Use only for letters to Editor, news & news photos) [1182,1297,1464,1307]
sudoku-solution-grid [1352,2034,1473,2155]
sudoku-solution-cell: 3 [1458,2036,1471,2049]
sudoku-cell[interactable]: 3 [1254,1904,1278,1928]
sudoku-cell[interactable] [1326,1904,1350,1928]
sudoku-answer-caption: ଏଥର ଉତ୍ତର ଆସନ୍ତାକାଲି ପ୍ରକାଶ ପାଇବ । [1243,2012,1423,2023]
sudoku-solution-cell: 3 [1445,2075,1458,2088]
contact-email[interactable]: E-mail:dharitripress@gmail.com [1182,1280,1363,1291]
letter-3-title: ପୋଷ୍ଟ ଅଫିସ୍ ସଞ୍ଚୟ ବ୍ୟାଙ୍କ ସୁଧ ମିଳିନାହିଁ [1190,706,1474,726]
sudoku-cell[interactable] [1398,1904,1422,1928]
chirantani-poem: ପ୍ରଜ୍ଞା ଅଛି ଯେତେ ଜ୍ଞାନ ବିଚାର ମିଁ ଯେ ବାଛି ନେଉଁ ନିଜର ଯାହା ଟିକ । ମିଳାଏ ଅଧାର ରହିଲେ ମୟା ଯେତେ କୋଟିଏ ସୂର୍ଯ୍ୟର ରଶ୍ମି ଆସେ ସେ ଯେ ! [16,53,190,118]
india-map-icon [250,194,312,256]
sudoku-cell[interactable] [1302,1856,1326,1880]
sudoku-cell[interactable] [1398,1808,1422,1832]
sudoku-solution-cell: 8 [1419,2036,1432,2049]
contact-line: ସମ୍ପାଦକ, ଧରିତ୍ରୀ, [1290,1232,1374,1244]
sudoku-solution-cell: 5 [1419,2049,1432,2062]
sudoku-solution-cell: 7 [1419,2062,1432,2075]
sudoku-solution-cell: 8 [1393,2101,1406,2114]
sudoku-cell[interactable] [1350,1904,1374,1928]
